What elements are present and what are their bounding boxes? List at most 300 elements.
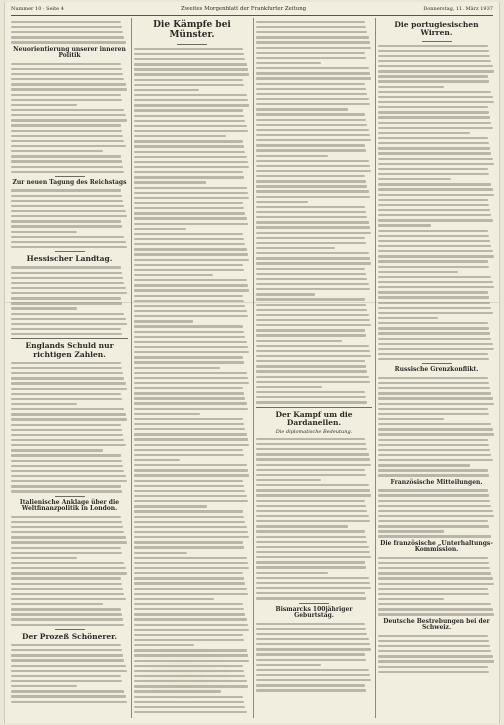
text-line bbox=[256, 170, 371, 172]
text-line bbox=[256, 201, 308, 203]
text-line bbox=[378, 96, 493, 98]
text-line bbox=[134, 490, 245, 492]
text-line bbox=[134, 84, 244, 86]
text-line bbox=[134, 675, 245, 677]
text-line bbox=[256, 252, 369, 254]
text-line bbox=[256, 257, 370, 259]
text-line bbox=[256, 469, 365, 471]
text-line bbox=[378, 317, 438, 319]
text-line bbox=[378, 454, 491, 456]
text-line bbox=[134, 649, 247, 651]
text-line bbox=[134, 197, 249, 199]
text-line bbox=[256, 232, 371, 234]
text-line bbox=[378, 489, 488, 491]
text-line bbox=[11, 460, 122, 462]
text-line bbox=[256, 572, 328, 574]
text-line bbox=[256, 653, 365, 655]
text-line bbox=[256, 376, 369, 378]
text-line bbox=[134, 711, 247, 713]
text-line bbox=[378, 183, 491, 185]
text-line bbox=[134, 557, 247, 559]
text-line bbox=[134, 608, 244, 610]
text-line bbox=[256, 582, 370, 584]
article-body bbox=[378, 489, 495, 538]
text-line bbox=[256, 283, 369, 285]
text-line bbox=[134, 516, 244, 518]
text-line bbox=[11, 685, 77, 687]
text-line bbox=[378, 55, 490, 57]
text-line bbox=[134, 433, 247, 435]
text-line bbox=[256, 577, 369, 579]
text-line bbox=[256, 242, 366, 244]
text-line bbox=[378, 152, 491, 154]
text-line bbox=[256, 180, 366, 182]
text-line bbox=[11, 367, 122, 369]
text-line bbox=[134, 58, 245, 60]
text-line bbox=[134, 423, 244, 425]
text-line bbox=[11, 272, 122, 274]
text-line bbox=[134, 192, 248, 194]
text-line bbox=[11, 680, 122, 682]
text-line bbox=[378, 358, 489, 360]
text-line bbox=[378, 588, 488, 590]
text-line bbox=[11, 690, 124, 692]
separator bbox=[55, 176, 85, 177]
text-line bbox=[134, 639, 244, 641]
text-line bbox=[256, 340, 342, 342]
text-line bbox=[256, 546, 369, 548]
article-body bbox=[11, 21, 128, 44]
text-line bbox=[256, 314, 369, 316]
text-line bbox=[378, 515, 494, 517]
text-line bbox=[134, 289, 249, 291]
text-line bbox=[134, 156, 247, 158]
text-line bbox=[378, 101, 494, 103]
text-line bbox=[11, 150, 103, 152]
separator bbox=[422, 41, 452, 42]
text-line bbox=[134, 696, 243, 698]
text-line bbox=[378, 444, 489, 446]
text-line bbox=[256, 47, 371, 49]
text-line bbox=[378, 163, 494, 165]
text-line bbox=[134, 94, 247, 96]
text-line bbox=[11, 155, 121, 157]
text-line bbox=[11, 318, 126, 320]
text-line bbox=[256, 520, 370, 522]
text-line bbox=[256, 119, 366, 121]
text-line bbox=[134, 624, 248, 626]
text-line bbox=[378, 635, 488, 637]
text-line bbox=[134, 259, 249, 261]
text-line bbox=[378, 91, 491, 93]
text-line bbox=[378, 168, 488, 170]
article-body bbox=[134, 48, 250, 713]
text-line bbox=[256, 103, 370, 105]
text-line bbox=[256, 401, 367, 403]
text-line bbox=[256, 391, 365, 393]
text-line bbox=[134, 428, 245, 430]
text-line bbox=[134, 89, 199, 91]
text-line bbox=[256, 643, 370, 645]
text-line bbox=[11, 307, 77, 309]
text-line bbox=[256, 370, 367, 372]
text-line bbox=[11, 297, 121, 299]
article-body bbox=[11, 266, 128, 335]
text-line bbox=[378, 188, 493, 190]
text-line bbox=[378, 613, 494, 615]
article-headline: Französische Mitteilungen. bbox=[390, 478, 483, 486]
text-line bbox=[134, 500, 248, 502]
text-line bbox=[134, 305, 245, 307]
text-line bbox=[11, 88, 127, 90]
text-line bbox=[134, 48, 243, 50]
text-line bbox=[134, 485, 244, 487]
text-line bbox=[134, 634, 243, 636]
text-line bbox=[378, 459, 493, 461]
text-line bbox=[378, 433, 494, 435]
text-line bbox=[11, 552, 122, 554]
text-line bbox=[378, 666, 488, 668]
text-line bbox=[256, 211, 366, 213]
text-line bbox=[378, 50, 489, 52]
article-body bbox=[378, 45, 495, 361]
text-line bbox=[378, 377, 488, 379]
text-line bbox=[134, 567, 249, 569]
text-line bbox=[134, 223, 248, 225]
text-line bbox=[11, 130, 122, 132]
text-line bbox=[11, 83, 126, 85]
text-line bbox=[11, 465, 123, 467]
text-line bbox=[134, 356, 243, 358]
text-line bbox=[256, 149, 366, 151]
separator bbox=[299, 603, 329, 604]
text-line bbox=[11, 388, 127, 390]
text-line bbox=[11, 675, 121, 677]
text-line bbox=[378, 80, 489, 82]
text-line bbox=[11, 618, 123, 620]
text-line bbox=[11, 670, 127, 672]
text-line bbox=[378, 671, 489, 673]
text-line bbox=[11, 189, 121, 191]
text-line bbox=[378, 469, 488, 471]
text-line bbox=[256, 273, 366, 275]
text-line bbox=[134, 603, 243, 605]
text-line bbox=[134, 217, 247, 219]
article-body bbox=[256, 21, 372, 404]
text-line bbox=[256, 664, 321, 666]
text-line bbox=[11, 94, 121, 96]
text-line bbox=[256, 489, 370, 491]
text-line bbox=[11, 536, 126, 538]
text-line bbox=[256, 129, 369, 131]
text-line bbox=[378, 660, 494, 662]
text-line bbox=[256, 515, 369, 517]
text-line bbox=[11, 36, 124, 38]
text-line bbox=[11, 449, 103, 451]
article-body bbox=[256, 438, 372, 600]
text-line bbox=[378, 132, 470, 134]
text-line bbox=[378, 353, 488, 355]
text-line bbox=[134, 382, 249, 384]
text-line bbox=[256, 505, 366, 507]
text-line bbox=[378, 322, 488, 324]
text-line bbox=[134, 295, 243, 297]
text-line bbox=[256, 638, 369, 640]
text-line bbox=[11, 21, 121, 23]
text-line bbox=[134, 341, 247, 343]
text-line bbox=[256, 52, 365, 54]
text-line bbox=[134, 331, 244, 333]
text-line bbox=[134, 109, 243, 111]
text-line bbox=[256, 216, 367, 218]
text-line bbox=[134, 680, 247, 682]
text-line bbox=[256, 689, 366, 691]
text-line bbox=[134, 238, 244, 240]
text-line bbox=[134, 582, 245, 584]
text-line bbox=[134, 644, 194, 646]
text-line bbox=[378, 348, 494, 350]
text-line bbox=[256, 684, 365, 686]
text-line bbox=[256, 530, 365, 532]
text-line bbox=[256, 41, 370, 43]
text-line bbox=[256, 144, 365, 146]
text-line bbox=[11, 171, 124, 173]
text-line bbox=[256, 669, 369, 671]
text-line bbox=[11, 225, 122, 227]
text-line bbox=[378, 312, 493, 314]
text-line bbox=[378, 240, 490, 242]
text-line bbox=[11, 119, 127, 121]
text-line bbox=[378, 505, 491, 507]
text-line bbox=[256, 278, 367, 280]
text-line bbox=[378, 640, 489, 642]
text-line bbox=[378, 418, 444, 420]
article-headline: Der Prozeß Schönerer. bbox=[21, 631, 118, 641]
text-line bbox=[256, 324, 371, 326]
text-line bbox=[256, 355, 371, 357]
text-line bbox=[134, 325, 243, 327]
text-line bbox=[11, 220, 121, 222]
text-line bbox=[11, 613, 122, 615]
text-line bbox=[11, 287, 126, 289]
text-line bbox=[256, 160, 369, 162]
text-line bbox=[256, 448, 367, 450]
text-line bbox=[11, 362, 121, 364]
text-line bbox=[256, 345, 369, 347]
text-line bbox=[256, 592, 365, 594]
text-line bbox=[378, 281, 493, 283]
text-line bbox=[11, 603, 103, 605]
text-line bbox=[134, 310, 247, 312]
text-line bbox=[256, 113, 365, 115]
text-line bbox=[11, 470, 124, 472]
text-line bbox=[256, 679, 371, 681]
text-line bbox=[134, 187, 247, 189]
text-line bbox=[256, 566, 366, 568]
text-line bbox=[256, 83, 365, 85]
text-line bbox=[11, 292, 127, 294]
text-line bbox=[134, 248, 247, 250]
text-line bbox=[256, 453, 369, 455]
text-line bbox=[256, 438, 365, 440]
text-line bbox=[256, 268, 365, 270]
text-line bbox=[378, 655, 493, 657]
text-line bbox=[134, 336, 245, 338]
text-line bbox=[11, 624, 124, 626]
text-line bbox=[11, 104, 77, 106]
newspaper-page bbox=[4, 2, 500, 723]
article-headline: Die französische „Unterhaltungs-Kommission. bbox=[380, 539, 493, 554]
text-line bbox=[11, 282, 124, 284]
text-line bbox=[378, 439, 488, 441]
text-line bbox=[134, 629, 249, 631]
separator bbox=[55, 629, 85, 630]
article-body bbox=[11, 516, 128, 626]
text-line bbox=[134, 68, 248, 70]
masthead bbox=[11, 4, 493, 16]
text-line bbox=[378, 230, 488, 232]
text-line bbox=[11, 68, 122, 70]
text-line bbox=[11, 557, 77, 559]
text-line bbox=[134, 495, 247, 497]
text-line bbox=[11, 403, 77, 405]
masthead-date: Donnerstag, 11. März 1937 bbox=[423, 6, 493, 12]
text-line bbox=[134, 140, 243, 142]
text-line bbox=[134, 459, 180, 461]
columns bbox=[11, 18, 495, 718]
masthead-title: Zweites Morgenblatt der Frankfurter Zeitung bbox=[181, 6, 307, 12]
text-line bbox=[378, 147, 490, 149]
article-body bbox=[256, 623, 372, 692]
text-line bbox=[134, 377, 248, 379]
text-line bbox=[256, 304, 366, 306]
text-line bbox=[134, 181, 206, 183]
text-line bbox=[11, 124, 121, 126]
text-line bbox=[378, 464, 470, 466]
text-line bbox=[134, 212, 245, 214]
text-line bbox=[134, 408, 248, 410]
text-line bbox=[11, 398, 122, 400]
text-line bbox=[11, 588, 123, 590]
text-line bbox=[256, 623, 365, 625]
text-line bbox=[134, 546, 244, 548]
text-line bbox=[11, 444, 126, 446]
text-line bbox=[256, 185, 367, 187]
text-line bbox=[378, 255, 494, 257]
text-line bbox=[378, 245, 491, 247]
text-line bbox=[378, 158, 493, 160]
text-line bbox=[134, 392, 244, 394]
text-line bbox=[256, 293, 315, 295]
article-headline: Zur neuen Tagung des Reichstags bbox=[12, 178, 127, 186]
text-line bbox=[11, 480, 127, 482]
text-line bbox=[11, 246, 127, 248]
article-headline: Englands Schuld nur richtigen Zahlen. bbox=[25, 341, 114, 359]
text-line bbox=[256, 474, 366, 476]
text-line bbox=[378, 572, 491, 574]
text-line bbox=[11, 78, 124, 80]
text-line bbox=[11, 205, 124, 207]
text-line bbox=[134, 480, 243, 482]
separator bbox=[422, 363, 452, 364]
text-line bbox=[378, 343, 493, 345]
text-line bbox=[134, 151, 245, 153]
text-line bbox=[378, 510, 493, 512]
text-line bbox=[11, 583, 122, 585]
text-line bbox=[11, 429, 122, 431]
text-line bbox=[256, 633, 367, 635]
text-line bbox=[378, 650, 491, 652]
text-line bbox=[134, 598, 214, 600]
text-line bbox=[378, 327, 489, 329]
text-line bbox=[134, 274, 213, 276]
text-line bbox=[378, 500, 490, 502]
text-line bbox=[134, 367, 220, 369]
text-line bbox=[134, 171, 243, 173]
text-line bbox=[378, 266, 489, 268]
text-line bbox=[378, 408, 488, 410]
text-line bbox=[134, 685, 248, 687]
text-line bbox=[134, 552, 187, 554]
text-line bbox=[11, 328, 121, 330]
text-line bbox=[134, 402, 247, 404]
text-line bbox=[134, 387, 243, 389]
text-line bbox=[11, 516, 121, 518]
text-line bbox=[11, 382, 126, 384]
text-line bbox=[256, 494, 371, 496]
text-line bbox=[256, 124, 367, 126]
text-line bbox=[256, 386, 322, 388]
article-headline: Italienische Anklage über die Weltfinanzpolitik in London. bbox=[19, 498, 120, 513]
text-line bbox=[256, 21, 365, 23]
text-line bbox=[11, 26, 122, 28]
text-line bbox=[134, 505, 207, 507]
text-line bbox=[378, 423, 491, 425]
text-line bbox=[11, 562, 124, 564]
text-line bbox=[134, 706, 245, 708]
text-line bbox=[256, 237, 365, 239]
text-line bbox=[256, 165, 370, 167]
text-line bbox=[256, 98, 369, 100]
text-line bbox=[134, 315, 248, 317]
text-line bbox=[134, 372, 247, 374]
text-line bbox=[11, 695, 126, 697]
text-line bbox=[256, 561, 365, 563]
article-body bbox=[378, 635, 495, 673]
text-line bbox=[134, 413, 200, 415]
text-line bbox=[134, 79, 243, 81]
text-line bbox=[134, 99, 248, 101]
separator bbox=[256, 407, 372, 408]
text-line bbox=[378, 577, 493, 579]
text-line bbox=[378, 296, 489, 298]
text-line bbox=[134, 135, 226, 137]
text-line bbox=[11, 526, 123, 528]
text-line bbox=[11, 135, 123, 137]
text-line bbox=[11, 114, 126, 116]
text-line bbox=[11, 490, 122, 492]
text-line bbox=[134, 418, 243, 420]
text-line bbox=[11, 393, 121, 395]
article-headline: Neuorientierung unserer inneren Politik bbox=[13, 45, 126, 60]
text-line bbox=[256, 93, 367, 95]
text-line bbox=[134, 269, 244, 271]
text-line bbox=[378, 70, 494, 72]
text-line bbox=[256, 206, 365, 208]
text-line bbox=[11, 665, 126, 667]
article-body bbox=[378, 377, 495, 477]
text-line bbox=[134, 264, 243, 266]
